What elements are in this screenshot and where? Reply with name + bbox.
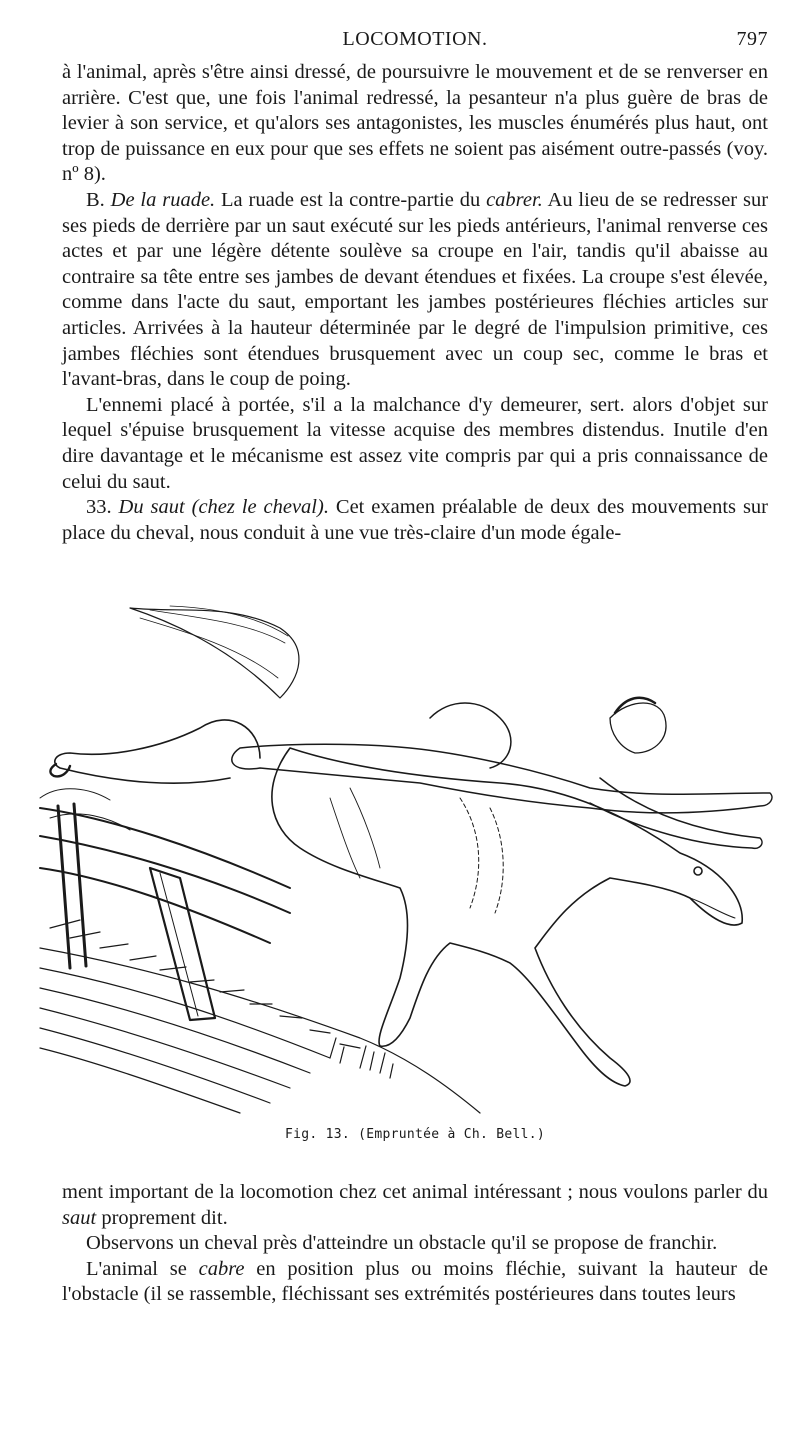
section-heading-saut: Du saut	[118, 496, 185, 519]
body-text-top	[62, 60, 768, 546]
figure-horse-jump-illustration	[30, 568, 780, 1124]
rider-figure	[232, 698, 772, 849]
horse-figure	[50, 606, 742, 1086]
paragraph: ment important de la locomotion chez cet animal intéressant ; nous voulons parler du saut proprement dit.	[62, 1181, 768, 1229]
term-cabre: cabre	[198, 1257, 245, 1280]
section-heading-ruade: De la ruade.	[110, 188, 216, 211]
engraving-illustration	[30, 568, 780, 1124]
ground-hatching	[40, 920, 480, 1113]
paragraph: L'animal se cabre en position plus ou moins fléchie, suivant la hauteur de l'obstacle (il se rassemble, fléchissant ses extrémités postérieures dans toutes leurs	[62, 1257, 769, 1306]
fence-obstacle	[40, 789, 290, 1020]
paragraph-ruade: B. De la ruade. La ruade est la contre-partie du cabrer. Au lieu de se redresser sur ses pieds de derrière par un saut exécuté sur les pieds antérieurs, l'animal renverse ces actes et par une légère détente soulève sa croupe en l'air, tandis qu'il abaisse au contraire sa tête entre ses jambes de devant étendues et fixées. La croupe s'est élevée, comme dans l'acte du saut, emportant les jambes postérieures fléchies articles sur articles. Arrivées à la hauteur déterminée par le degré de l'impulsion primitive, ces jambes fléchies sont étendues brusquement avec un coup sec, comme le bras et l'avant-bras, dans le coup de poing.	[62, 188, 769, 391]
page-number: 797	[736, 28, 768, 50]
running-head	[62, 28, 768, 56]
paragraph: Observons un cheval près d'atteindre un obstacle qu'il se propose de franchir.	[86, 1232, 718, 1255]
body-text-bottom	[62, 1180, 768, 1308]
paragraph: à l'animal, après s'être ainsi dressé, de poursuivre le mouvement et de se renverser en arrière. C'est que, une fois l'animal redressé, la pesanteur n'a plus guère de bras de levier à son service, et qu'alors ses antagonistes, les muscles énumérés plus haut, ont trop de puissance en eux pour que ses effets ne soient pas aisément outre-passés (voy. nº 8).	[62, 61, 768, 186]
running-title: LOCOMOTION.	[342, 28, 488, 50]
paragraph-saut: 33. Du saut (chez le cheval). Cet examen préalable de deux des mouvements sur place du cheval, nous conduit à une vue très-claire d'un mode égale-	[62, 496, 768, 544]
paragraph: L'ennemi placé à portée, s'il a la malchance d'y demeurer, sert. alors d'objet sur lequel s'épuise brusquement la vitesse acquise des membres distendus. Inutile d'en dire davantage et le mécanisme est assez vite compris par qui a pris connaissance de celui du saut.	[62, 393, 768, 493]
figure-caption: Fig. 13. (Empruntée à Ch. Bell.)	[284, 1127, 546, 1142]
term-saut: saut	[62, 1206, 97, 1229]
term-cabrer: cabrer.	[486, 188, 543, 211]
